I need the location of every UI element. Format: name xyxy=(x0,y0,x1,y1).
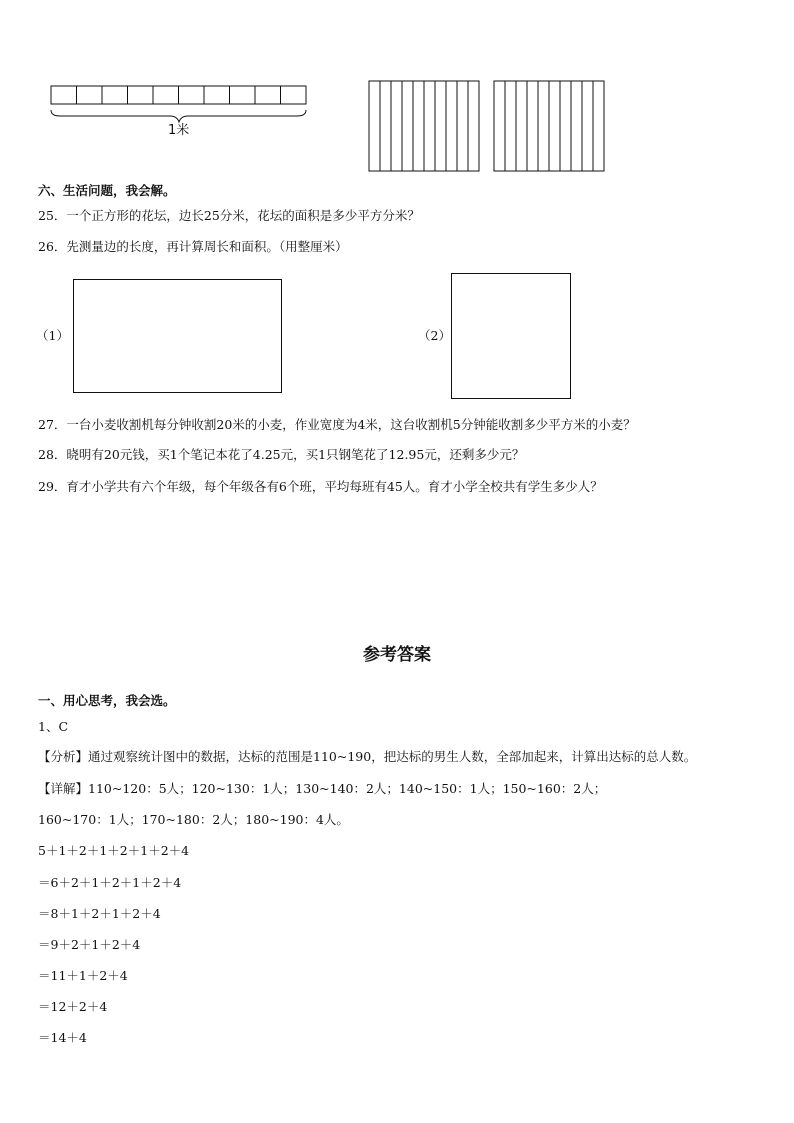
question-26: 26．先测量边的长度，再计算周长和面积。（用整厘米） xyxy=(38,239,348,254)
answers-title: 参考答案 xyxy=(363,645,431,665)
q26-rectangle xyxy=(73,279,282,393)
q26-square xyxy=(451,273,571,399)
question-29: 29．育才小学共有六个年级，每个年级各有6个班，平均每班有45人。育才小学全校共有学生多少人？ xyxy=(38,479,603,494)
answer-detail-2: 160~170：1人；170~180：2人；180~190：4人。 xyxy=(38,812,349,827)
calc-line: ＝12＋2＋4 xyxy=(38,999,108,1014)
q26-label-1: （1） xyxy=(36,328,69,343)
question-28: 28．晓明有20元钱，买1个笔记本花了4.25元，买1只钢笔花了12.95元，还剩多少元？ xyxy=(38,447,525,462)
calc-line: ＝8＋1＋2＋1＋2＋4 xyxy=(38,906,161,921)
calc-line: 5＋1＋2＋1＋2＋1＋2＋4 xyxy=(38,843,190,858)
answer-1: 1、C xyxy=(38,719,69,734)
calc-line: ＝9＋2＋1＋2＋4 xyxy=(38,937,141,952)
section6-heading: 六、生活问题，我会解。 xyxy=(38,183,176,198)
top-figures xyxy=(0,0,794,180)
q26-label-2: （2） xyxy=(418,328,451,343)
question-27: 27．一台小麦收割机每分钟收割20米的小麦，作业宽度为4米，这台收割机5分钟能收割多少平方米的小麦？ xyxy=(38,417,636,432)
answers-section1: 一、用心思考，我会选。 xyxy=(38,693,176,708)
striped-square-right xyxy=(494,81,604,171)
calc-line: ＝6＋2＋1＋2＋1＋2＋4 xyxy=(38,875,182,890)
brace xyxy=(51,110,306,122)
ruler-label: 1米 xyxy=(168,123,190,138)
striped-square-left xyxy=(369,81,479,171)
question-25: 25．一个正方形的花坛，边长25分米，花坛的面积是多少平方分米？ xyxy=(38,208,420,223)
calc-line: ＝14＋4 xyxy=(38,1030,87,1045)
calc-line: ＝11＋1＋2＋4 xyxy=(38,968,128,983)
meter-strip xyxy=(51,86,306,104)
answer-analysis: 【分析】通过观察统计图中的数据，达标的范围是110~190，把达标的男生人数，全部加起来，计算出达标的总人数。 xyxy=(38,749,697,764)
answer-detail-1: 【详解】110~120：5人；120~130：1人；130~140：2人；140~150：1人；150~160：2人； xyxy=(38,781,607,796)
